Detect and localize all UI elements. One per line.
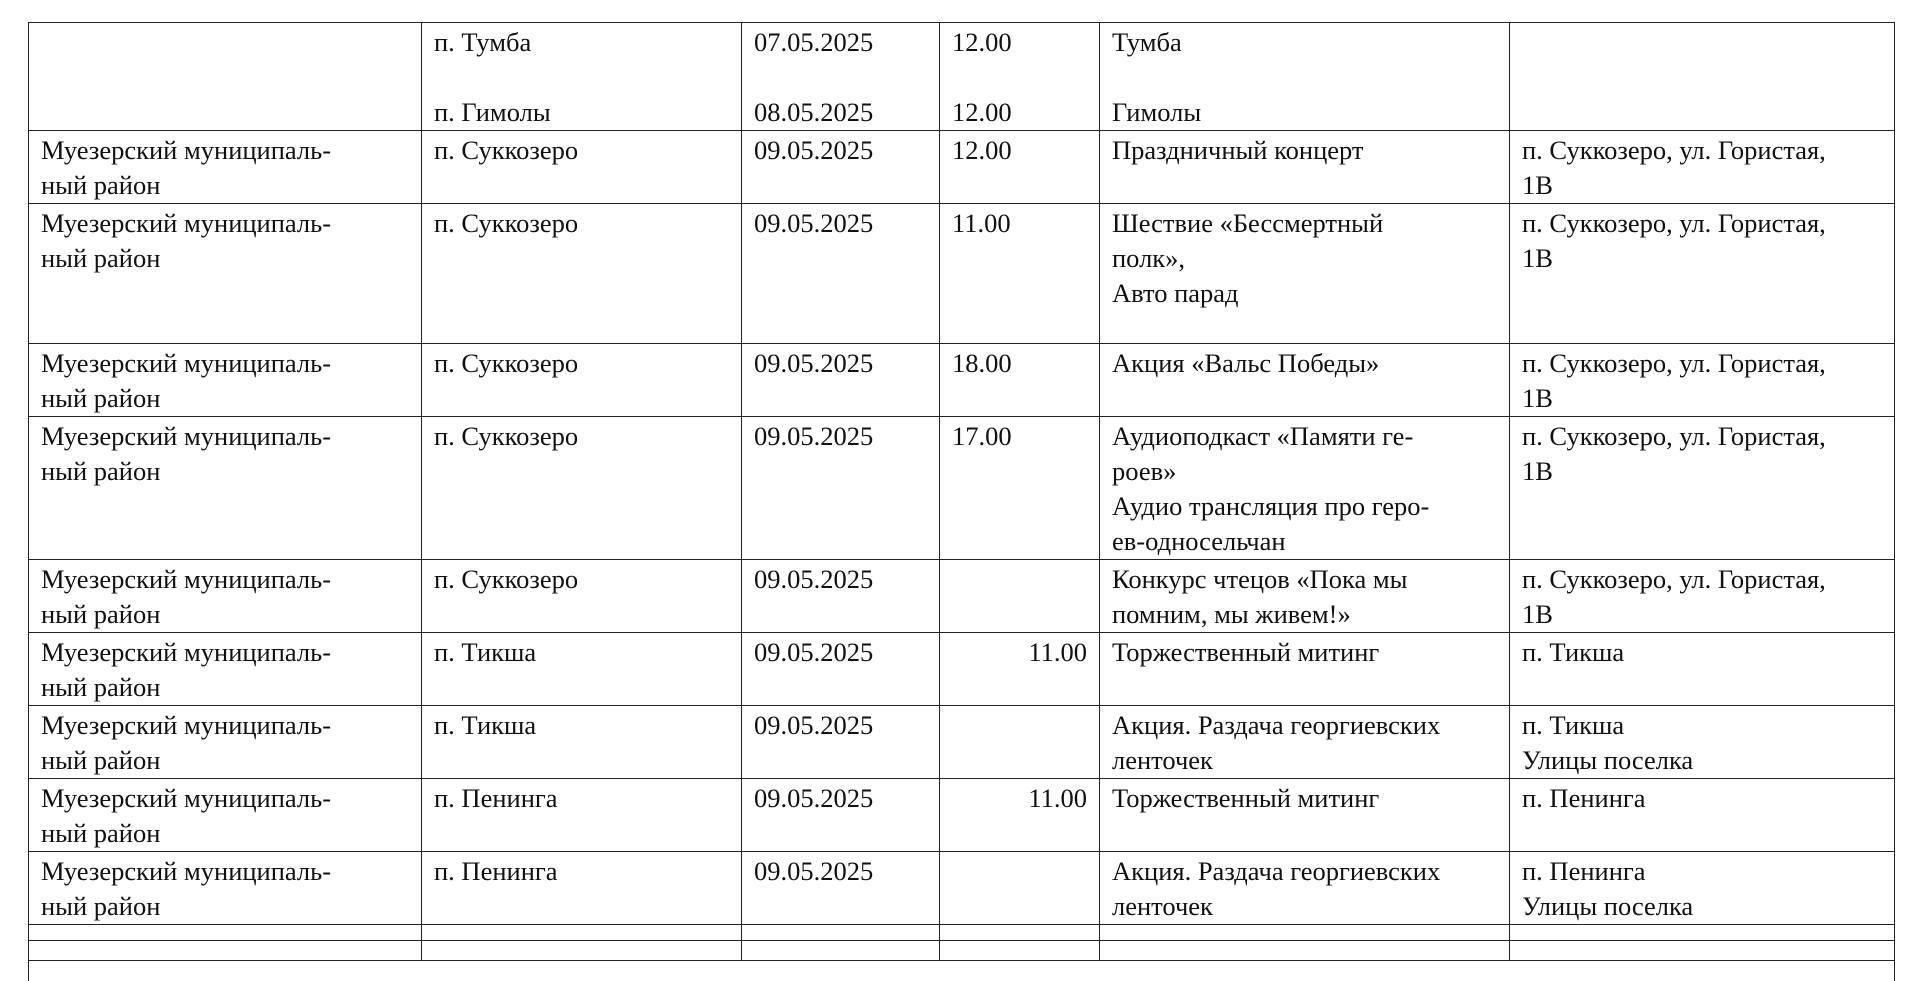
settlement-cell: п. Суккозеро <box>422 417 742 560</box>
district-cell: Муезерский муниципаль- ный район <box>29 204 422 344</box>
place-cell: п. Суккозеро, ул. Гористая, 1В <box>1510 417 1895 560</box>
place-cell: п. Суккозеро, ул. Гористая, 1В <box>1510 560 1895 633</box>
district-cell <box>29 23 422 131</box>
event-cell: Тумба Гимолы <box>1100 23 1510 131</box>
district-cell: Муезерский муниципаль- ный район <box>29 560 422 633</box>
settlement-cell: п. Суккозеро <box>422 131 742 204</box>
next-table-row-edge <box>28 940 1895 981</box>
event-cell: Праздничный концерт <box>1100 131 1510 204</box>
event-cell: Акция «Вальс Победы» <box>1100 344 1510 417</box>
district-cell: Муезерский муниципаль- ный район <box>29 344 422 417</box>
place-cell: п. Пенинга <box>1510 779 1895 852</box>
time-cell <box>940 560 1100 633</box>
table-row <box>29 633 1895 706</box>
place-cell: п. Тикша <box>1510 633 1895 706</box>
time-cell <box>940 852 1100 925</box>
date-cell: 09.05.2025 <box>742 417 940 560</box>
time-cell: 11.00 <box>940 633 1100 706</box>
event-cell: Торжественный митинг <box>1100 633 1510 706</box>
place-cell: п. Пенинга Улицы поселка <box>1510 852 1895 925</box>
district-cell: Муезерский муниципаль- ный район <box>29 706 422 779</box>
table-row <box>29 417 1895 560</box>
settlement-cell: п. Тикша <box>422 706 742 779</box>
events-table <box>28 22 1895 961</box>
date-cell: 09.05.2025 <box>742 706 940 779</box>
district-cell: Муезерский муниципаль- ный район <box>29 779 422 852</box>
event-cell: Аудиоподкаст «Памяти ге- роев» Аудио трансляция про геро- ев-односельчан <box>1100 417 1510 560</box>
time-cell: 12.00 12.00 <box>940 23 1100 131</box>
settlement-cell: п. Тумба п. Гимолы <box>422 23 742 131</box>
table-row <box>29 852 1895 925</box>
place-cell: п. Суккозеро, ул. Гористая, 1В <box>1510 131 1895 204</box>
date-cell: 09.05.2025 <box>742 560 940 633</box>
table-row <box>29 131 1895 204</box>
date-cell: 09.05.2025 <box>742 779 940 852</box>
time-cell: 11.00 <box>940 779 1100 852</box>
settlement-cell: п. Суккозеро <box>422 344 742 417</box>
date-cell: 09.05.2025 <box>742 852 940 925</box>
district-cell: Муезерский муниципаль- ный район <box>29 417 422 560</box>
time-cell: 12.00 <box>940 131 1100 204</box>
date-cell: 09.05.2025 <box>742 131 940 204</box>
time-cell: 18.00 <box>940 344 1100 417</box>
settlement-cell: п. Пенинга <box>422 852 742 925</box>
table-row <box>29 344 1895 417</box>
event-cell: Торжественный митинг <box>1100 779 1510 852</box>
date-cell: 09.05.2025 <box>742 204 940 344</box>
date-cell: 09.05.2025 <box>742 344 940 417</box>
event-cell: Шествие «Бессмертный полк», Авто парад <box>1100 204 1510 344</box>
time-cell: 11.00 <box>940 204 1100 344</box>
place-cell <box>1510 23 1895 131</box>
date-cell: 09.05.2025 <box>742 633 940 706</box>
place-cell: п. Тикша Улицы поселка <box>1510 706 1895 779</box>
event-cell: Конкурс чтецов «Пока мы помним, мы живем!» <box>1100 560 1510 633</box>
time-cell: 17.00 <box>940 417 1100 560</box>
place-cell: п. Суккозеро, ул. Гористая, 1В <box>1510 204 1895 344</box>
table-row <box>29 706 1895 779</box>
settlement-cell: п. Пенинга <box>422 779 742 852</box>
place-cell: п. Суккозеро, ул. Гористая, 1В <box>1510 344 1895 417</box>
district-cell: Муезерский муниципаль- ный район <box>29 852 422 925</box>
settlement-cell: п. Тикша <box>422 633 742 706</box>
settlement-cell: п. Суккозеро <box>422 560 742 633</box>
table-row <box>29 779 1895 852</box>
event-cell: Акция. Раздача георгиевских ленточек <box>1100 706 1510 779</box>
time-cell <box>940 706 1100 779</box>
district-cell: Муезерский муниципаль- ный район <box>29 131 422 204</box>
district-cell: Муезерский муниципаль- ный район <box>29 633 422 706</box>
event-cell: Акция. Раздача георгиевских ленточек <box>1100 852 1510 925</box>
table-row <box>29 23 1895 131</box>
date-cell: 07.05.2025 08.05.2025 <box>742 23 940 131</box>
table-row <box>29 204 1895 344</box>
settlement-cell: п. Суккозеро <box>422 204 742 344</box>
table-row <box>29 560 1895 633</box>
